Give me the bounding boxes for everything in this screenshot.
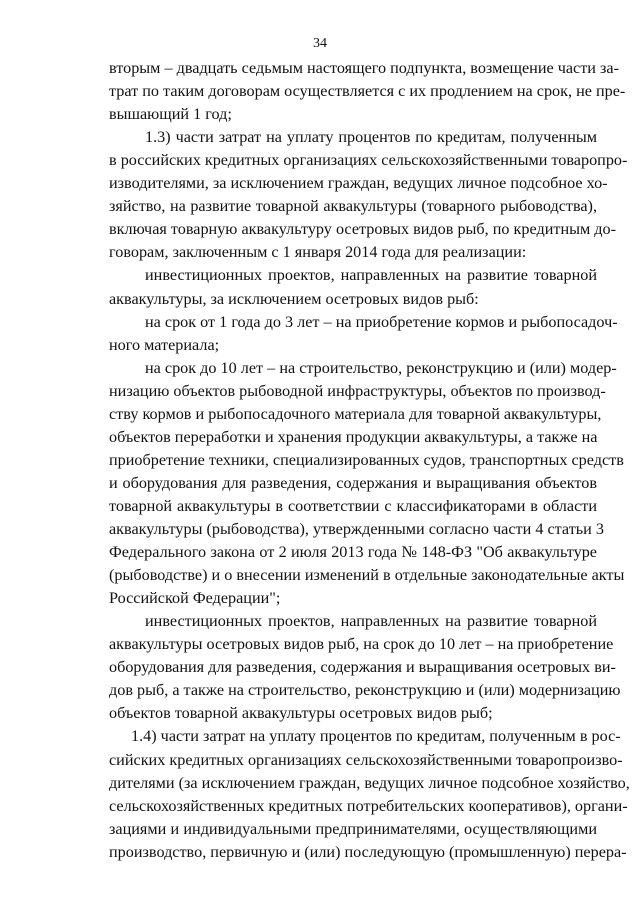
text-line: аквакультуры (рыбоводства), утвержденными согласно части 4 статьи 3 [109, 520, 604, 538]
text-line: объектов переработки и хранения продукции аквакультуры, а также на [109, 427, 598, 446]
text-line: 1.4) части затрат на уплату процентов по кредитам, полученным в рос- [131, 727, 621, 746]
text-line: производство, первичную и (или) последующую (промышленную) перера- [109, 842, 627, 861]
text-line: и оборудования для разведения, содержания и выращивания объектов [109, 473, 597, 492]
text-line: аквакультуры осетровых видов рыб, на срок до 10 лет – на приобретение [109, 635, 614, 654]
text-line: говорам, заключенным с 1 января 2014 года для реализации: [109, 243, 527, 262]
text-line: сельскохозяйственных кредитных потребительских кооперативов), органи- [109, 796, 628, 815]
text-line: зациями и индивидуальными предпринимателями, осуществляющими [109, 819, 597, 838]
text-line: (рыбоводстве) и о внесении изменений в отдельные законодательные акты [109, 566, 625, 585]
text-line: дов рыб, а также на строительство, реконструкцию и (или) модернизацию [109, 681, 621, 700]
text-line: в российских кредитных организациях сельскохозяйственными товаропро- [109, 151, 628, 170]
text-line: на срок от 1 года до 3 лет – на приобретение кормов и рыбопосадоч- [145, 312, 618, 331]
text-line: низацию объектов рыбоводной инфраструктуры, объектов по производ- [109, 381, 606, 400]
text-line: инвестиционных проектов, направленных на развитие товарной [145, 266, 597, 285]
text-line: Федерального закона от 2 июля 2013 года № 148-ФЗ "Об аквакультуре [109, 543, 597, 562]
text-line: приобретение техники, специализированных судов, транспортных средств [109, 450, 624, 469]
page-number: 34 [313, 36, 327, 51]
text-line: ного материала; [109, 335, 220, 354]
text-line: товарной аквакультуры в соответствии с классификаторами в области [109, 496, 597, 515]
text-line: вышающий 1 год; [109, 105, 232, 124]
text-line: сийских кредитных организациях сельскохозяйственными товаропроизво- [109, 750, 623, 769]
text-line: на срок до 10 лет – на строительство, реконструкцию и (или) модер- [145, 358, 617, 377]
text-line: вторым – двадцать седьмым настоящего подпункта, возмещение части за- [109, 59, 619, 77]
text-line: 1.3) части затрат на уплату процентов по кредитам, полученным [145, 128, 597, 147]
text-line: трат по таким договорам осуществляется с их продлением на срок, не пре- [109, 82, 626, 101]
text-line: зяйство, на развитие товарной аквакультуры (товарного рыбоводства), [109, 197, 597, 216]
text-line: Российской Федерации"; [109, 589, 281, 608]
text-line: изводителями, за исключением граждан, ведущих личное подсобное хо- [109, 174, 608, 193]
text-line: включая товарную аквакультуру осетровых видов рыб, по кредитным до- [109, 220, 617, 239]
text-line: оборудования для разведения, содержания и выращивания осетровых ви- [109, 658, 616, 677]
text-line: ству кормов и рыбопосадочного материала для товарной аквакультуры, [109, 404, 602, 423]
text-line: дителями (за исключением граждан, ведущих личное подсобное хозяйство, [109, 773, 630, 792]
text-line: инвестиционных проектов, направленных на развитие товарной [145, 612, 597, 631]
text-line: объектов товарной аквакультуры осетровых видов рыб; [109, 704, 493, 723]
text-line: аквакультуры, за исключением осетровых видов рыб: [109, 289, 479, 308]
